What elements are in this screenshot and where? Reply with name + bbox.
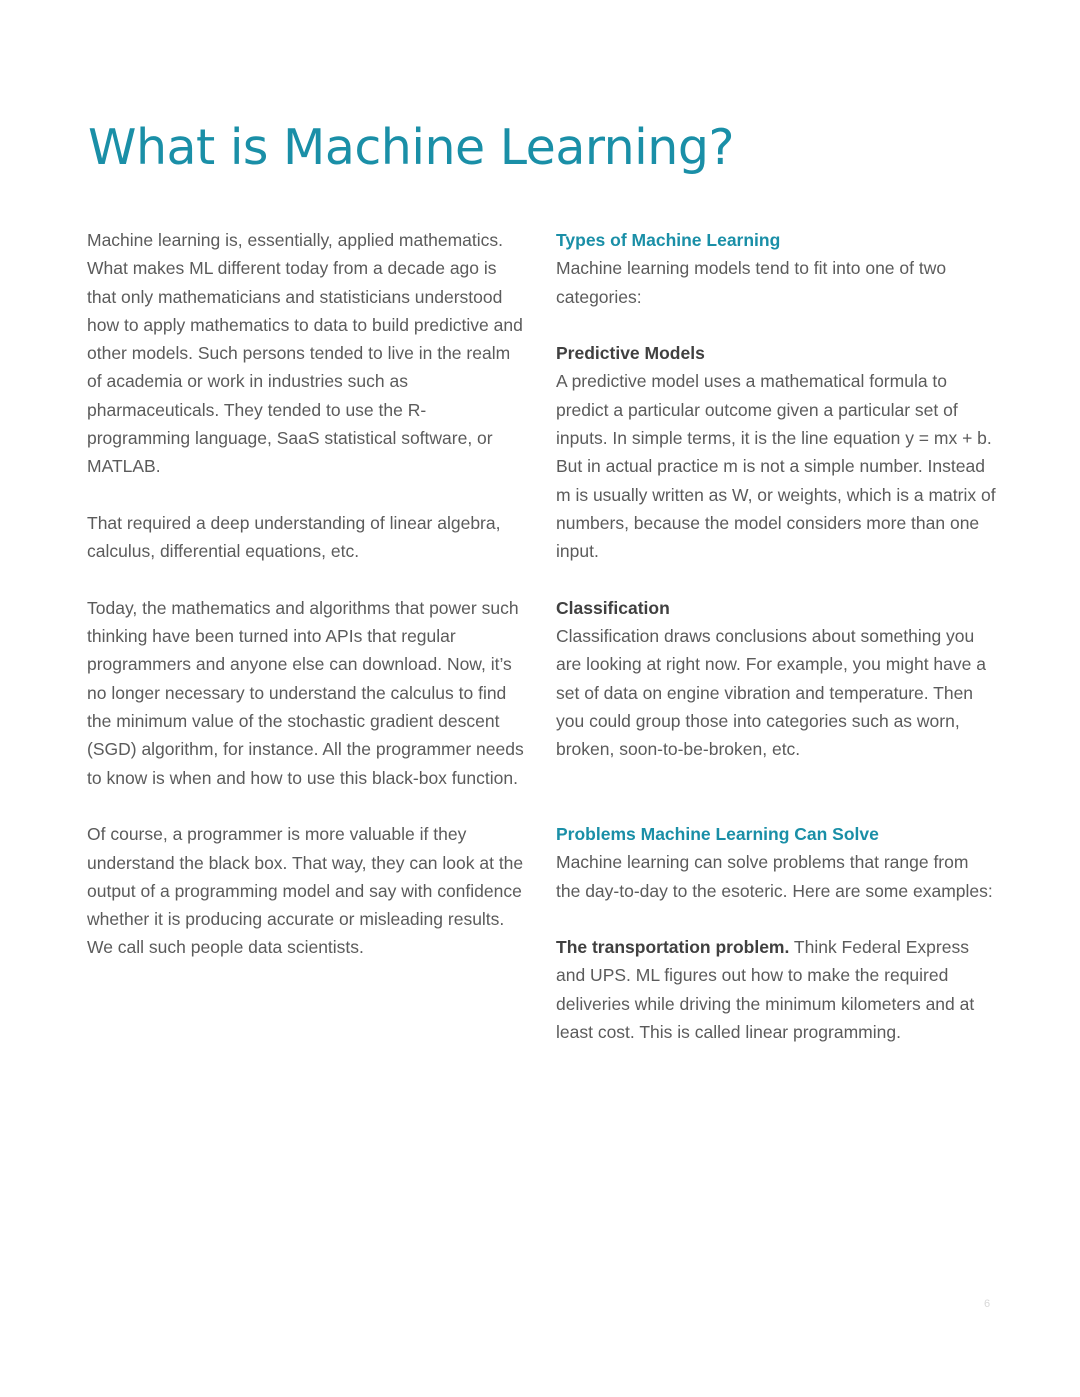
- problems-intro: Machine learning can solve problems that range from the day-to-day to the esoteric. Here are some examples:: [556, 852, 993, 901]
- predictive-models-heading: Predictive Models: [556, 343, 705, 364]
- intro-paragraph: Machine learning is, essentially, applied mathematics. What makes ML different today from a decade ago is that only mathematicians and statisticians understood how to apply mathematics to data to build predictive and other models. Such persons tended to live in the realm of academia or work in industries such as pharmaceuticals. They tended to use the R-programming language, SaaS statistical software, or MATLAB.: [87, 230, 523, 477]
- data-scientists-paragraph: Of course, a programmer is more valuable if they understand the black box. That way, they can look at the output of a programming model and say with confidence whether it is producing accurate or misleading results. We call such people data scientists.: [87, 824, 524, 958]
- section-spacer: [556, 792, 996, 820]
- left-column: [87, 226, 527, 990]
- problems-heading: Problems Machine Learning Can Solve: [556, 823, 879, 844]
- right-column: [556, 226, 996, 1075]
- transportation-example: [556, 933, 996, 1046]
- predictive-models-body: A predictive model uses a mathematical formula to predict a particular outcome given a particular set of inputs. In simple terms, it is the line equation y = mx + b. But in actual practice m is not a simple number. Instead m is usually written as W, or weights, which is a matrix of numbers, because the model considers more than one input.: [556, 371, 996, 562]
- classification-heading: Classification: [556, 597, 670, 618]
- classification-body: Classification draws conclusions about something you are looking at right now. For example, you might have a set of data on engine vibration and temperature. Then you could group those into categories such as worn, broken, soon-to-be-broken, etc.: [556, 626, 986, 760]
- types-intro: Machine learning models tend to fit into one of two categories:: [556, 258, 947, 307]
- transportation-lead: The transportation problem.: [556, 937, 790, 958]
- page-number: 6: [984, 1298, 991, 1310]
- apis-paragraph: Today, the mathematics and algorithms that power such thinking have been turned into APIs that regular programmers and anyone else can download. Now, it’s no longer necessary to understand the calculus to find the minimum value of the stochastic gradient descent (SGD) algorithm, for instance. All the programmer needs to know is when and how to use this black-box function.: [87, 597, 524, 788]
- types-heading: Types of Machine Learning: [556, 230, 781, 250]
- page-title: What is Machine Learning?: [88, 119, 734, 176]
- transportation-body: Think Federal Express and UPS. ML figures out how to make the required deliveries while driving the minimum kilometers and at least cost. This is called linear programming.: [556, 937, 975, 1043]
- requirements-paragraph: That required a deep understanding of linear algebra, calculus, differential equations, etc.: [87, 512, 501, 562]
